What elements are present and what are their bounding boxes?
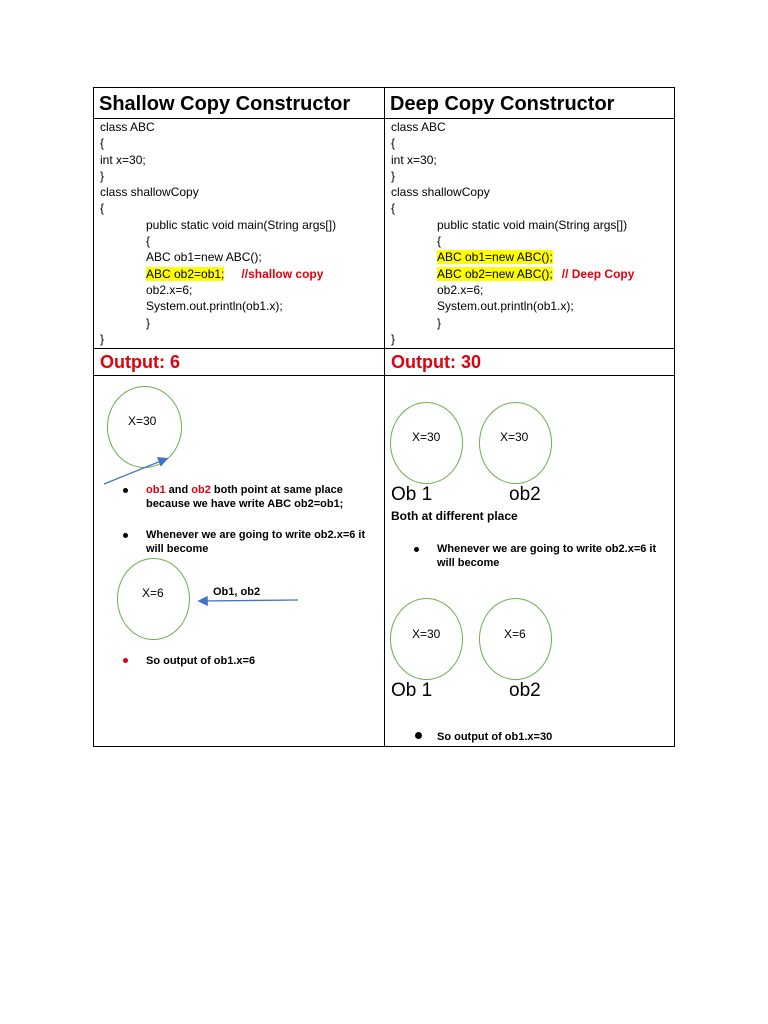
code-line: } — [100, 331, 105, 346]
code-line: class ABC — [391, 120, 446, 134]
code-line: { — [391, 201, 396, 216]
bullet-icon — [123, 533, 128, 538]
code-line: } — [391, 168, 396, 183]
object-label: Ob 1 — [391, 484, 433, 505]
bullet-icon — [415, 732, 422, 739]
bullet-text: So output of ob1.x=6 — [146, 655, 256, 667]
code-comment: //shallow copy — [241, 266, 324, 281]
code-line: { — [100, 136, 105, 151]
object-label: ob2 — [509, 680, 541, 701]
highlighted-code: ABC ob1=new ABC(); — [437, 250, 553, 265]
ob2-label: ob2 — [191, 484, 211, 496]
highlighted-code: ABC ob2=new ABC(); — [437, 266, 553, 281]
note-text: Both at different place — [391, 509, 518, 523]
code-line: { — [100, 201, 105, 216]
and-label: and — [168, 484, 189, 496]
circle-label: X=6 — [142, 586, 164, 600]
code-line: public static void main(String args[]) — [437, 217, 628, 232]
bullet-text — [146, 528, 365, 556]
code-line: } — [100, 168, 105, 183]
code-line: int x=30; — [391, 152, 437, 167]
code-line: ob2.x=6; — [437, 282, 484, 297]
shallow-output: Output: 6 — [100, 352, 180, 372]
bullet-text-line1: Whenever we are going to write ob2.x=6 it — [437, 543, 657, 555]
bullet-text — [146, 483, 343, 511]
code-line: } — [146, 315, 151, 330]
code-line: int x=30; — [100, 152, 146, 167]
circle-label: X=30 — [412, 430, 441, 444]
code-line: { — [146, 234, 151, 249]
code-line: public static void main(String args[]) — [146, 217, 337, 232]
bullet-text-rest: both point at same place — [213, 484, 343, 496]
bullet-text-line2: will become — [437, 557, 500, 569]
circle-label: X=30 — [412, 627, 441, 641]
circle-label: X=6 — [504, 627, 526, 641]
bullet-icon — [123, 488, 128, 493]
bullet-text: So output of ob1.x=30 — [437, 731, 553, 743]
ob1-label: ob1 — [146, 484, 166, 496]
bullet-text — [437, 542, 656, 570]
code-line: ob2.x=6; — [146, 282, 193, 297]
circle-label: X=30 — [500, 430, 529, 444]
code-line: { — [437, 234, 442, 249]
code-line: System.out.println(ob1.x); — [437, 299, 574, 314]
code-line: class shallowCopy — [100, 185, 199, 200]
pointer-arrow — [200, 600, 298, 601]
code-comment: // Deep Copy — [561, 266, 635, 281]
code-line: class shallowCopy — [391, 185, 490, 200]
pointer-arrow — [104, 459, 166, 484]
highlighted-code: ABC ob2=ob1; — [146, 266, 225, 281]
object-label: ob2 — [509, 484, 541, 505]
code-line: ABC ob1=new ABC(); — [146, 250, 262, 265]
code-line: System.out.println(ob1.x); — [146, 299, 283, 314]
code-line: } — [391, 331, 396, 346]
object-label: Ob 1 — [391, 680, 433, 701]
bullet-text-line2: will become — [146, 543, 209, 555]
bullet-icon — [414, 547, 419, 552]
deep-output: Output: 30 — [391, 352, 481, 372]
bullet-icon — [123, 658, 128, 663]
code-line: class ABC — [100, 120, 155, 134]
bullet-text-line2: because we have write ABC ob2=ob1; — [146, 498, 344, 510]
shallow-copy-header: Shallow Copy Constructor — [99, 93, 351, 115]
code-line: } — [437, 315, 442, 330]
deep-copy-header: Deep Copy Constructor — [390, 93, 615, 115]
code-line: { — [391, 136, 396, 151]
arrow-label: Ob1, ob2 — [213, 586, 261, 598]
circle-label: X=30 — [128, 414, 157, 428]
bullet-text-line1: Whenever we are going to write ob2.x=6 it — [146, 529, 366, 541]
